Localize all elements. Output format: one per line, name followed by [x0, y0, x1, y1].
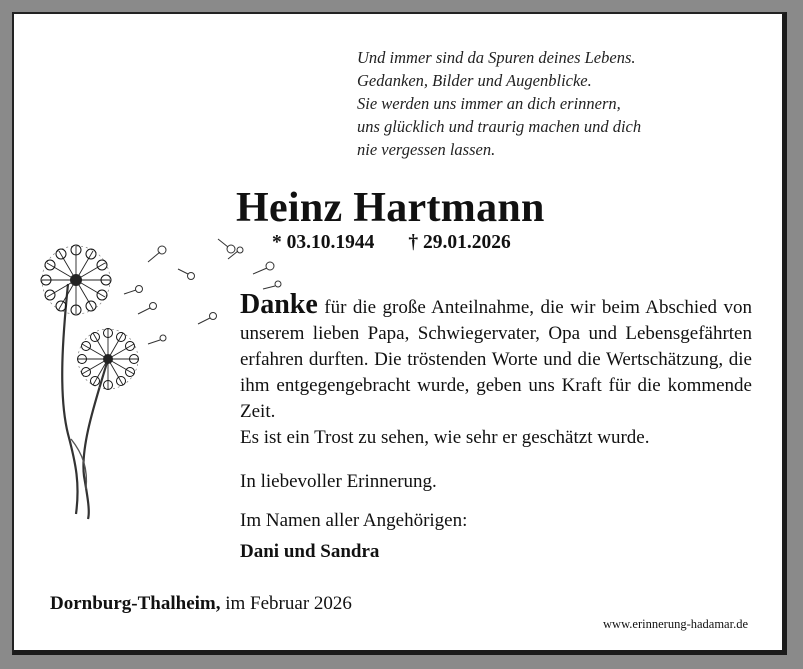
poem-line: Gedanken, Bilder und Augenblicke.	[357, 71, 592, 90]
deceased-name: Heinz Hartmann	[236, 185, 545, 231]
thanks-last-line: Es ist ein Trost zu sehen, wie sehr er geschätzt wurde.	[240, 427, 650, 448]
website-link[interactable]: www.erinnerung-hadamar.de	[603, 617, 748, 631]
remembrance-line: In liebevoller Erinnerung.	[240, 471, 437, 492]
thanks-lead: Danke	[240, 289, 318, 320]
place-name: Dornburg-Thalheim,	[50, 593, 221, 614]
place-date	[50, 593, 352, 615]
poem-line: Sie werden uns immer an dich erinnern,	[357, 94, 621, 113]
poem-line: uns glücklich und traurig machen und dich	[357, 117, 642, 136]
thanks-paragraph	[240, 289, 752, 451]
life-dates	[272, 232, 511, 254]
death-date: † 29.01.2026	[408, 232, 511, 253]
signatories: Dani und Sandra	[240, 541, 380, 562]
poem	[357, 46, 641, 161]
date-text: im Februar 2026	[220, 593, 352, 614]
on-behalf-line: Im Namen aller Angehörigen:	[240, 510, 468, 531]
obituary-card	[12, 12, 787, 655]
poem-line: nie vergessen lassen.	[357, 140, 496, 159]
birth-date: * 03.10.1944	[272, 232, 375, 253]
poem-line: Und immer sind da Spuren deines Lebens.	[357, 48, 636, 67]
thanks-text: für die große Anteilnahme, die wir beim Abschied von unserem lieben Papa, Schwiegervater, Opa und Lebensgefährten erfahren durften. Die tröstenden Worte und die Wertschätzung, die ihm entgegengebracht wurde, geben uns Kraft für die kommende Zeit.	[240, 297, 752, 422]
